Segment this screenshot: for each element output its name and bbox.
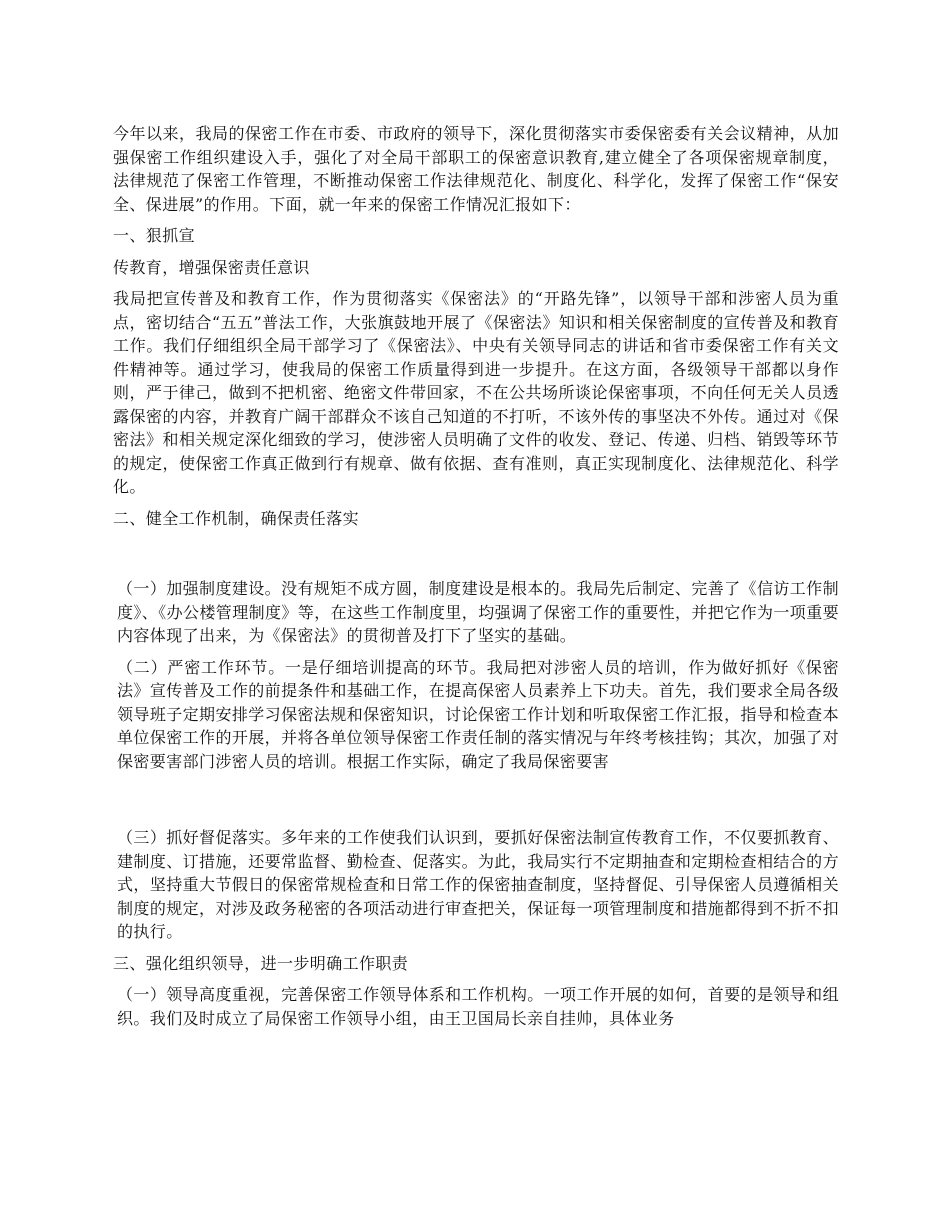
section-1-heading-part-2: 传教育，增强保密责任意识 [113,257,310,277]
spacer [113,781,839,826]
document-page [113,122,839,1038]
section-2-heading: 二、健全工作机制，确保责任落实 [113,508,360,528]
section-2-item-2: （二）严密工作环节。一是仔细培训提高的环节。我局把对涉密人员的培训，作为做好抓好《保密法》宣传普及工作的前提条件和基础工作，在提高保密人员素养上下功夫。首先，我们要求全局各级领导班子定期安排学习保密法规和保密知识，讨论保密工作计划和听取保密工作汇报，指导和检查本单位保密工作的开展，并将各单位领导保密工作责任制的落实情况与年终考核挂钩；其次，加强了对保密要害部门涉密人员的培训。根据工作实际，确定了我局保密要害 [117,657,839,771]
section-3-heading: 三、强化组织领导，进一步明确工作职责 [113,953,409,973]
section-1-heading-part-1: 一、狠抓宣 [113,226,196,245]
intro-paragraph: 今年以来，我局的保密工作在市委、市政府的领导下，深化贯彻落实市委保密委有关会议精神，从加强保密工作组织建设入手，强化了对全局干部职工的保密意识教育,建立健全了各项保密规章制度，法律规范了保密工作管理，不断推动保密工作法律规范化、制度化、科学化，发挥了保密工作“保安全、保进展”的作用。下面，就一年来的保密工作情况汇报如下： [113,124,839,214]
section-1-body: 我局把宣传普及和教育工作，作为贯彻落实《保密法》的“开路先锋”，以领导干部和涉密人员为重点，密切结合“五五”普法工作，大张旗鼓地开展了《保密法》知识和相关保密制度的宣传普及和教育工作。我们仔细组织全局干部学习了《保密法》、中央有关领导同志的讲话和省市委保密工作有关文件精神等。通过学习，使我局的保密工作质量得到进一步提升。在这方面，各级领导干部都以身作则，严于律己，做到不把机密、绝密文件带回家，不在公共场所谈论保密事项，不向任何无关人员透露保密的内容，并教育广阔干部群众不该自己知道的不打听，不该外传的事坚决不外传。通过对《保密法》和相关规定深化细致的学习，使涉密人员明确了文件的收发、登记、传递、归档、销毁等环节的规定，使保密工作真正做到行有规章、做有依据、查有准则，真正实现制度化、法律规范化、科学化。 [113,289,839,496]
section-2-item-1: （一）加强制度建设。没有规矩不成方圆，制度建设是根本的。我局先后制定、完善了《信访工作制度》、《办公楼管理制度》等，在这些工作制度里，均强调了保密工作的重要性，并把它作为一项重要内容体现了出来，为《保密法》的贯彻普及打下了坚实的基础。 [117,579,840,645]
section-2-item-3: （三）抓好督促落实。多年来的工作使我们认识到，要抓好保密法制宣传教育工作，不仅要抓教育、建制度、订措施，还要常监督、勤检查、促落实。为此，我局实行不定期抽查和定期检查相结合的方式，坚持重大节假日的保密常规检查和日常工作的保密抽查制度，坚持督促、引导保密人员遵循相关制度的规定，对涉及政务秘密的各项活动进行审查把关，保证每一项管理制度和措施都得到不折不扣的执行。 [117,828,839,941]
spacer [113,538,839,577]
section-3-item-1: （一）领导高度重视，完善保密工作领导体系和工作机构。一项工作开展的如何，首要的是领导和组织。我们及时成立了局保密工作领导小组，由王卫国局长亲自挂帅，具体业务 [117,985,839,1028]
